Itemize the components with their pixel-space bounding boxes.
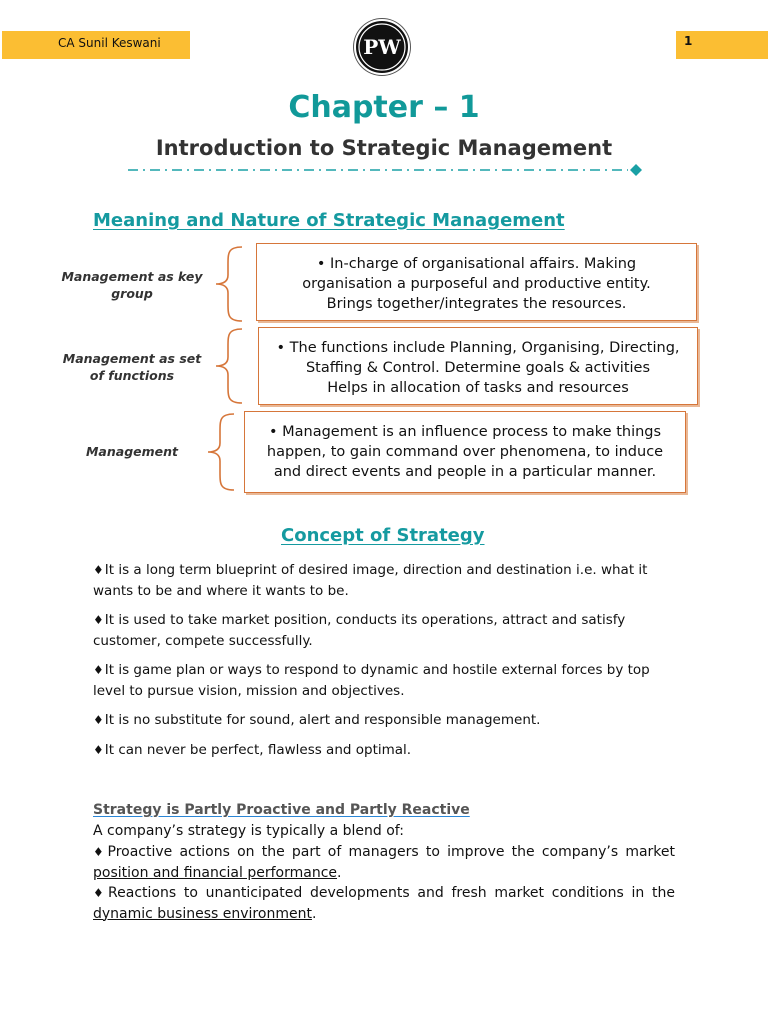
strategy-point: ♦It is no substitute for sound, alert and responsible management. [93, 712, 541, 728]
chapter-subtitle: Introduction to Strategic Management [155, 136, 613, 160]
page-number-banner [676, 31, 768, 59]
diamond-bullet-icon: ♦ [93, 743, 104, 757]
strategy-point: ♦It can never be perfect, flawless and optimal. [93, 742, 412, 758]
chapter-title: Chapter – 1 [288, 90, 480, 125]
page-number: 1 [684, 34, 693, 48]
label-set-of-functions: Management as set of functions [62, 351, 202, 383]
brace-icon [212, 327, 246, 405]
strategy-point: ♦It is game plan or ways to respond to dynamic and hostile external forces by top level to pursue vision, mission and objectives. [93, 662, 650, 699]
proactive-heading: Strategy is Partly Proactive and Partly Reactive [93, 802, 470, 818]
definition-box-management: • Management is an influence process to make things happen, to gain command over phenomena, to induce and direct events and people in a particular manner. [244, 411, 686, 493]
diamond-bullet-icon: ♦ [93, 613, 104, 627]
strategy-point: ♦It is used to take market position, conducts its operations, attract and satisfy customer, compete successfully. [93, 612, 626, 649]
diamond-bullet-icon: ♦ [93, 713, 104, 727]
blend-intro: A company’s strategy is typically a blend of: [93, 823, 404, 839]
reactive-point: ♦Reactions to unanticipated developments and fresh market conditions in the dynamic business environment. [93, 885, 675, 922]
strategy-point: ♦It is a long term blueprint of desired image, direction and destination i.e. what it wants to be and where it wants to be. [93, 562, 648, 599]
proactive-point: ♦Proactive actions on the part of managers to improve the company’s market position and financial performance. [93, 844, 676, 881]
diamond-bullet-icon: ♦ [93, 663, 104, 677]
definition-box-key-group: • In-charge of organisational affairs. Making organisation a purposeful and productive entity. Brings together/integrates the resources. [256, 243, 697, 321]
label-management: Management [85, 444, 178, 459]
title-divider [128, 160, 644, 180]
author-name: CA Sunil Keswani [58, 36, 161, 50]
pw-logo-icon [354, 19, 410, 75]
strategy-heading: Concept of Strategy [281, 525, 485, 546]
definition-box-set-of-functions: • The functions include Planning, Organising, Directing, Staffing & Control. Determine goals & activities Helps in allocation of tasks and resources [258, 327, 698, 405]
diamond-bullet-icon: ♦ [93, 886, 108, 900]
diamond-bullet-icon: ♦ [93, 845, 107, 859]
brace-icon [212, 245, 246, 323]
meaning-heading: Meaning and Nature of Strategic Management [93, 210, 565, 231]
brace-icon [204, 412, 238, 492]
label-key-group: Management as key group [61, 269, 203, 301]
diamond-bullet-icon: ♦ [93, 563, 104, 577]
logo-text: PW [363, 35, 401, 59]
author-banner [2, 31, 190, 59]
